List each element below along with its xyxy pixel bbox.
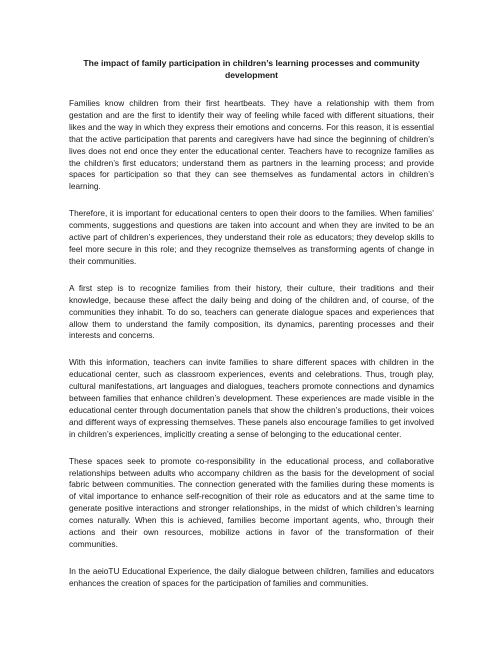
paragraph-4: With this information, teachers can invite families to share different spaces with children in the educational center, such as classroom experiences, events and celebrations. Thus, trough play, cultural manifestations, art languages and dialogues, teachers promote connections and dynamics between families that enhance children’s development. These experiences are made visible in the educational center through documentation panels that show the children’s productions, their voices and different ways of expressing themselves. These panels also encourage families to get involved in children’s experiences, implicitly creating a sense of belonging to the educational center. <box>69 357 434 439</box>
paragraph-2: Therefore, it is important for educational centers to open their doors to the families. When families’ comments, suggestions and questions are taken into account and when they are invited to be an active part of children’s experiences, they understand their role as educators; they develop skills to feel more secure in this role; and they recognize themselves as transforming agents of change in their communities. <box>69 208 434 266</box>
paragraph-1: Families know children from their first heartbeats. They have a relationship with them from gestation and are the first to identify their way of feeling while faced with different situations, their likes and the way in which they express their emotions and concerns. For this reason, it is essential that the active participation that parents and caregivers have had since the beginning of children’s lives does not end once they enter the educational center. Teachers have to recognize families as the children’s first educators; understand them as partners in the learning process; and provide spaces for participation so that they can see themselves as fundamental actors in children’s learning. <box>69 98 434 192</box>
document-title: The impact of family participation in children’s learning processes and community development <box>83 58 420 80</box>
paragraph-6: In the aeioTU Educational Experience, the daily dialogue between children, families and educators enhances the creation of spaces for the participation of families and communities. <box>69 565 434 588</box>
paragraph-5: These spaces seek to promote co-responsibility in the educational process, and collaborative relationships between adults who accompany children as the basis for the development of social fabric between communities. The connection generated with the families during these moments is of vital importance to enhance self-recognition of their role as educators and at the same time to generate positive interactions and stronger relationships, in the midst of which children’s learning comes naturally. When this is achieved, families become important agents, who, through their actions and their own resources, mobilize actions in favor of the transformation of their communities. <box>69 455 434 549</box>
paragraph-3: A first step is to recognize families from their history, their culture, their traditions and their knowledge, because these affect the daily being and doing of the children and, of course, of the communities they inhabit. To do so, teachers can generate dialogue spaces and experiences that allow them to understand the family composition, its dynamics, parenting processes and their interests and concerns. <box>69 282 434 341</box>
